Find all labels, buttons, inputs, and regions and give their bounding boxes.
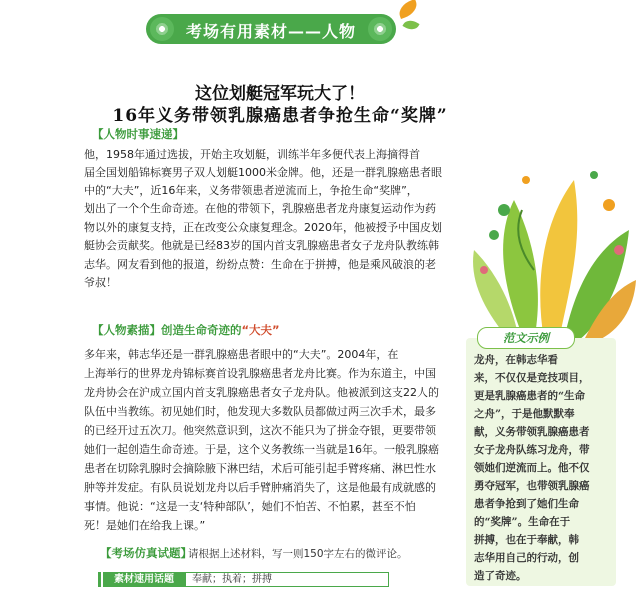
sidebar-line: 更是乳腺癌患者的“生命 [474,390,586,402]
section-tag-sketch [92,322,280,338]
body-line: 爷叔！ [84,276,117,289]
body-line: 她们一起创造生命奇迹。于是，这个义务教练一当就是16年。一般乳腺癌 [84,443,439,456]
plant-illustration [464,150,639,340]
materials-label: 素材速用话题 [103,572,185,587]
decor-leaf-green [402,17,419,33]
body-line: 他，1958年通过选拔，开始主攻划艇，训练半年多便代表上海摘得首 [84,148,420,161]
sidebar-title: 范文示例 [477,327,575,349]
body-line: 中的“大夫”，近16年来，义务带领患者逆流而上，争抢生命“奖牌”， [84,184,418,197]
sidebar-line: 献，义务带领乳腺癌患者 [474,426,590,438]
exam-prompt: 请根据上述材料，写一则150字左右的微评论。 [188,548,408,560]
section-tag-quote: “大夫” [241,323,280,337]
body-line: 届全国划船锦标赛男子双人划艇1000米金牌。他，还是一群乳腺癌患者眼 [84,166,442,179]
body-line: 患者在切除乳腺时会摘除腋下淋巴结，术后可能引起手臂疼痛、淋巴性水 [84,462,436,475]
sidebar-line: 龙舟，在韩志华看 [474,354,558,366]
article-title-line1: 这位划艇冠军玩大了！ [195,84,365,104]
sidebar-line: 领她们逆流而上。他不仅 [474,462,590,474]
sidebar-line: 之舟”，于是他默默奉 [474,408,575,420]
sidebar-line: 患者争抢到了她们生命 [474,498,579,510]
section-tag-news: 【人物时事速递】 [92,127,184,141]
sidebar-line: 志华用自己的行动，创 [474,552,579,564]
body-line: 的已经开过五次刀。他突然意识到，这次不能只为了拼金夺银，更要带领 [84,424,436,437]
banner-title: 考场有用素材——人物篇 [185,22,356,64]
decor-leaf-orange [396,0,420,19]
body-line: 死！是她们在给我上课。” [84,519,206,532]
disc-icon [368,17,392,41]
body-line: 龙舟协会在沪成立国内首支乳腺癌患者女子龙舟队。他被派到这支22人的 [84,386,439,399]
materials-words: 奉献；执着；拼搏 [185,572,389,587]
body-line: 物以外的康复支持，正在改变公众康复理念。2020年，他被授予中国皮划 [84,221,442,234]
body-line: 多年来，韩志华还是一群乳腺癌患者眼中的“大夫”。2004年，在 [84,348,399,361]
sidebar-line: 勇夺冠军，也带领乳腺癌 [474,480,590,492]
section-tag-text: 【人物素描】创造生命奇迹的 [92,323,242,337]
exam-tag: 【考场仿真试题】 [100,546,192,560]
body-line: 事情。他说：“这是一支‘特种部队’，她们不怕苦、不怕累，甚至不怕 [84,500,416,513]
body-line: 划出了一个个生命奇迹。在他的带领下，乳腺癌患者龙舟康复运动作为药 [84,202,436,215]
body-line: 艇协会贡献奖。他就是已经83岁的国内首支乳腺癌患者女子龙舟队教练韩 [84,239,439,252]
body-line: 上海举行的世界龙舟锦标赛首设乳腺癌患者龙舟比赛。作为东道主，中国 [84,367,436,380]
sidebar-line: 女子龙舟队练习龙舟，带 [474,444,590,456]
disc-icon [150,17,174,41]
sidebar-line: 拼搏，也在于奉献，韩 [474,534,579,546]
body-line: 肿等并发症。有队员说划龙舟以后手臂肿痛消失了，这是他最有成就感的 [84,481,436,494]
sidebar-line: 造了奇迹。 [474,570,527,582]
sidebar-line: 的“奖牌”。生命在于 [474,516,571,528]
sidebar-line: 来，不仅仅是竞技项目， [474,372,590,384]
body-line: 队伍中当教练。初见她们时，他发现大多数队员都做过两三次手术，最多 [84,405,436,418]
article-title-line2: 16年义务带领乳腺癌患者争抢生命“奖牌” [112,106,448,126]
body-line: 志华。网友看到他的报道，纷纷点赞：生命在于拼搏，他是乘风破浪的老 [84,258,436,271]
header-banner [146,14,396,64]
